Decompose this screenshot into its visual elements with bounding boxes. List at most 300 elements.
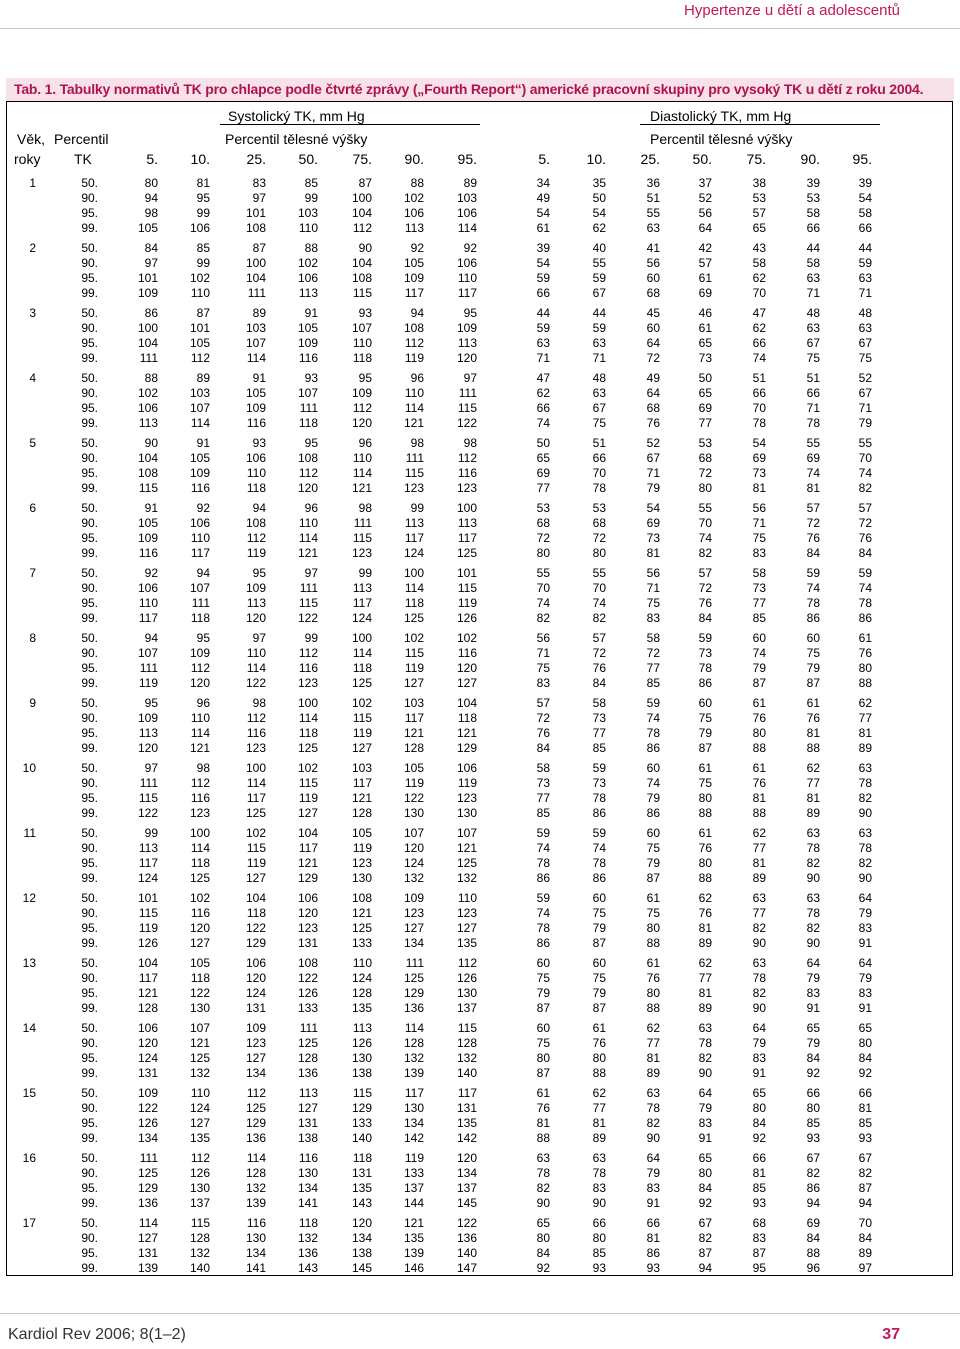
systolic-value-cell: 130	[189, 1001, 210, 1016]
diastolic-value-cell: 88	[858, 676, 872, 691]
bp-percentile-label: 50.	[81, 761, 98, 775]
systolic-value-cell: 107	[351, 321, 372, 336]
diastolic-value-cell: 51	[592, 436, 606, 450]
bp-percentile-label: 50.	[81, 176, 98, 190]
systolic-value-cell: 134	[297, 1181, 318, 1196]
diastolic-value-cell: 49	[646, 371, 660, 385]
diastolic-value-cell: 81	[806, 791, 820, 806]
diastolic-value-cell: 86	[536, 871, 550, 886]
systolic-subtitle: Percentil tělesné výšky	[225, 131, 368, 147]
diastolic-value-cell: 88	[646, 1001, 660, 1016]
systolic-value-cell: 104	[245, 891, 266, 905]
diastolic-value-cell: 82	[858, 1166, 872, 1181]
systolic-value-cell: 111	[247, 286, 266, 301]
systolic-value-cell: 96	[304, 501, 318, 515]
diastolic-value-cell: 66	[806, 221, 820, 236]
systolic-value-cell: 116	[298, 351, 318, 366]
bp-percentile-label: 99.	[81, 1066, 98, 1081]
diastolic-value-cell: 64	[858, 956, 872, 970]
diastolic-value-cell: 94	[698, 1261, 712, 1276]
systolic-value-cell: 101	[189, 321, 210, 336]
diastolic-value-cell: 59	[592, 761, 606, 775]
systolic-value-cell: 104	[245, 271, 266, 286]
diastolic-value-cell: 84	[752, 1116, 766, 1131]
systolic-height-percentile-header: 5.	[146, 151, 158, 167]
systolic-value-cell: 129	[456, 741, 477, 756]
diastolic-value-cell: 86	[646, 806, 660, 821]
diastolic-value-cell: 92	[806, 1066, 820, 1081]
diastolic-value-cell: 84	[536, 1246, 550, 1261]
diastolic-value-cell: 59	[592, 271, 606, 286]
diastolic-value-cell: 82	[646, 1116, 660, 1131]
diastolic-value-cell: 81	[536, 1116, 550, 1131]
age-label: 5	[29, 436, 36, 450]
diastolic-value-cell: 63	[806, 891, 820, 905]
diastolic-value-cell: 63	[858, 321, 872, 336]
systolic-value-cell: 109	[189, 646, 210, 661]
diastolic-value-cell: 82	[536, 611, 550, 626]
systolic-value-cell: 100	[245, 761, 266, 775]
systolic-value-cell: 126	[351, 1036, 372, 1051]
diastolic-value-cell: 45	[646, 306, 660, 320]
diastolic-value-cell: 81	[858, 1101, 872, 1116]
diastolic-value-cell: 79	[806, 661, 820, 676]
systolic-value-cell: 122	[403, 791, 424, 806]
systolic-value-cell: 109	[297, 336, 318, 351]
systolic-value-cell: 95	[463, 306, 477, 320]
systolic-value-cell: 95	[196, 631, 210, 645]
systolic-value-cell: 105	[403, 256, 424, 271]
diastolic-value-cell: 75	[592, 906, 606, 921]
systolic-value-cell: 112	[246, 711, 266, 726]
systolic-value-cell: 116	[457, 466, 477, 481]
systolic-value-cell: 106	[456, 256, 477, 271]
diastolic-value-cell: 56	[646, 256, 660, 271]
diastolic-value-cell: 94	[806, 1196, 820, 1211]
diastolic-value-cell: 91	[646, 1196, 660, 1211]
diastolic-value-cell: 75	[646, 596, 660, 611]
systolic-value-cell: 123	[245, 1036, 266, 1051]
diastolic-value-cell: 93	[752, 1196, 766, 1211]
diastolic-value-cell: 72	[592, 646, 606, 661]
systolic-value-cell: 116	[246, 416, 266, 431]
diastolic-value-cell: 83	[698, 1116, 712, 1131]
systolic-value-cell: 119	[298, 791, 318, 806]
systolic-value-cell: 140	[189, 1261, 210, 1276]
diastolic-value-cell: 54	[752, 436, 766, 450]
diastolic-value-cell: 80	[536, 546, 550, 561]
diastolic-value-cell: 75	[646, 906, 660, 921]
diastolic-value-cell: 39	[858, 176, 872, 190]
diastolic-value-cell: 84	[858, 1231, 872, 1246]
diastolic-value-cell: 83	[858, 921, 872, 936]
systolic-value-cell: 111	[191, 596, 210, 611]
systolic-value-cell: 112	[190, 351, 210, 366]
diastolic-value-cell: 74	[646, 711, 660, 726]
systolic-value-cell: 130	[245, 1231, 266, 1246]
systolic-value-cell: 136	[297, 1246, 318, 1261]
diastolic-value-cell: 71	[592, 351, 606, 366]
diastolic-value-cell: 69	[806, 451, 820, 466]
systolic-value-cell: 115	[138, 481, 158, 496]
diastolic-value-cell: 63	[858, 271, 872, 286]
diastolic-value-cell: 80	[698, 1166, 712, 1181]
diastolic-value-cell: 86	[806, 1181, 820, 1196]
systolic-value-cell: 116	[246, 1216, 266, 1230]
diastolic-value-cell: 58	[806, 206, 820, 221]
systolic-value-cell: 122	[137, 806, 158, 821]
diastolic-value-cell: 88	[592, 1066, 606, 1081]
systolic-value-cell: 119	[352, 841, 372, 856]
diastolic-value-cell: 85	[536, 806, 550, 821]
systolic-value-cell: 95	[304, 436, 318, 450]
bp-percentile-label: 95.	[81, 1051, 98, 1066]
diastolic-value-cell: 89	[592, 1131, 606, 1146]
diastolic-value-cell: 75	[806, 646, 820, 661]
systolic-value-cell: 132	[403, 871, 424, 886]
systolic-value-cell: 123	[297, 921, 318, 936]
diastolic-value-cell: 63	[646, 1086, 660, 1100]
systolic-value-cell: 128	[403, 1036, 424, 1051]
diastolic-value-cell: 91	[698, 1131, 712, 1146]
diastolic-value-cell: 34	[536, 176, 550, 190]
diastolic-value-cell: 48	[858, 306, 872, 320]
percentile-header-line1: Percentil	[54, 131, 109, 147]
systolic-value-cell: 124	[137, 871, 158, 886]
systolic-value-cell: 131	[351, 1166, 372, 1181]
systolic-value-cell: 128	[297, 1051, 318, 1066]
bp-percentile-label: 95.	[81, 791, 98, 806]
systolic-value-cell: 118	[190, 611, 210, 626]
diastolic-value-cell: 62	[752, 271, 766, 286]
diastolic-value-cell: 78	[752, 971, 766, 986]
diastolic-value-cell: 68	[698, 451, 712, 466]
bp-percentile-label: 90.	[81, 191, 98, 206]
systolic-value-cell: 136	[403, 1001, 424, 1016]
diastolic-value-cell: 67	[806, 336, 820, 351]
systolic-value-cell: 132	[297, 1231, 318, 1246]
diastolic-value-cell: 61	[806, 696, 820, 710]
systolic-value-cell: 109	[137, 286, 158, 301]
systolic-value-cell: 143	[351, 1196, 372, 1211]
systolic-value-cell: 87	[252, 241, 266, 255]
systolic-value-cell: 118	[298, 416, 318, 431]
systolic-value-cell: 117	[298, 841, 318, 856]
bp-percentile-label: 50.	[81, 1216, 98, 1230]
diastolic-value-cell: 86	[806, 611, 820, 626]
systolic-value-cell: 110	[298, 221, 318, 236]
diastolic-value-cell: 66	[752, 386, 766, 401]
systolic-value-cell: 129	[403, 986, 424, 1001]
diastolic-value-cell: 93	[646, 1261, 660, 1276]
diastolic-value-cell: 63	[592, 386, 606, 401]
diastolic-value-cell: 75	[806, 351, 820, 366]
diastolic-value-cell: 62	[592, 221, 606, 236]
diastolic-value-cell: 72	[536, 531, 550, 546]
bp-percentile-label: 95.	[81, 596, 98, 611]
age-label: 3	[29, 306, 36, 320]
diastolic-value-cell: 77	[858, 711, 872, 726]
diastolic-value-cell: 60	[646, 761, 660, 775]
systolic-value-cell: 127	[137, 1231, 158, 1246]
bp-percentile-label: 50.	[81, 631, 98, 645]
bp-percentile-label: 50.	[81, 956, 98, 970]
diastolic-value-cell: 61	[698, 321, 712, 336]
systolic-value-cell: 95	[252, 566, 266, 580]
systolic-value-cell: 103	[245, 321, 266, 336]
systolic-value-cell: 117	[404, 711, 424, 726]
systolic-value-cell: 115	[298, 776, 318, 791]
bp-percentile-label: 90.	[81, 321, 98, 336]
systolic-value-cell: 110	[190, 711, 210, 726]
diastolic-value-cell: 71	[858, 286, 872, 301]
systolic-value-cell: 123	[351, 546, 372, 561]
systolic-value-cell: 126	[297, 986, 318, 1001]
diastolic-value-cell: 80	[698, 791, 712, 806]
systolic-value-cell: 102	[245, 826, 266, 840]
page-number: 37	[882, 1326, 900, 1343]
systolic-value-cell: 116	[190, 481, 210, 496]
diastolic-value-cell: 78	[646, 726, 660, 741]
bp-percentile-label: 95.	[81, 1116, 98, 1131]
systolic-value-cell: 126	[189, 1166, 210, 1181]
diastolic-value-cell: 81	[646, 1231, 660, 1246]
diastolic-value-cell: 90	[752, 1001, 766, 1016]
systolic-value-cell: 127	[189, 1116, 210, 1131]
diastolic-value-cell: 75	[698, 776, 712, 791]
bp-percentile-label: 95.	[81, 401, 98, 416]
diastolic-value-cell: 81	[752, 1166, 766, 1181]
systolic-value-cell: 130	[297, 1166, 318, 1181]
diastolic-value-cell: 86	[646, 741, 660, 756]
diastolic-value-cell: 78	[592, 791, 606, 806]
systolic-value-cell: 99	[410, 501, 424, 515]
diastolic-value-cell: 66	[858, 221, 872, 236]
systolic-value-cell: 98	[196, 761, 210, 775]
bp-percentile-label: 99.	[81, 416, 98, 431]
systolic-value-cell: 106	[297, 271, 318, 286]
systolic-value-cell: 88	[410, 176, 424, 190]
diastolic-value-cell: 71	[752, 516, 766, 531]
diastolic-value-cell: 72	[646, 351, 660, 366]
systolic-value-cell: 121	[403, 1216, 424, 1230]
systolic-value-cell: 114	[246, 661, 266, 676]
bp-percentile-label: 95.	[81, 661, 98, 676]
diastolic-value-cell: 79	[646, 1166, 660, 1181]
diastolic-value-cell: 74	[752, 351, 766, 366]
diastolic-value-cell: 58	[646, 631, 660, 645]
systolic-value-cell: 123	[456, 906, 477, 921]
systolic-value-cell: 123	[403, 481, 424, 496]
systolic-value-cell: 128	[245, 1166, 266, 1181]
diastolic-value-cell: 83	[806, 986, 820, 1001]
systolic-value-cell: 131	[137, 1246, 158, 1261]
systolic-value-cell: 135	[403, 1231, 424, 1246]
systolic-value-cell: 118	[352, 351, 372, 366]
systolic-value-cell: 110	[190, 1086, 210, 1100]
diastolic-value-cell: 63	[646, 221, 660, 236]
systolic-value-cell: 102	[137, 386, 158, 401]
diastolic-value-cell: 82	[806, 856, 820, 871]
bp-percentile-label: 90.	[81, 1231, 98, 1246]
systolic-value-cell: 100	[137, 321, 158, 336]
systolic-value-cell: 91	[196, 436, 210, 450]
diastolic-value-cell: 79	[592, 986, 606, 1001]
systolic-value-cell: 113	[457, 516, 477, 531]
systolic-value-cell: 122	[245, 921, 266, 936]
systolic-value-cell: 127	[456, 921, 477, 936]
diastolic-value-cell: 92	[698, 1196, 712, 1211]
systolic-value-cell: 103	[351, 761, 372, 775]
diastolic-value-cell: 44	[858, 241, 872, 255]
systolic-value-cell: 103	[297, 206, 318, 221]
diastolic-value-cell: 60	[536, 1021, 550, 1035]
diastolic-value-cell: 91	[858, 936, 872, 951]
diastolic-value-cell: 79	[646, 481, 660, 496]
diastolic-value-cell: 92	[752, 1131, 766, 1146]
diastolic-value-cell: 81	[698, 986, 712, 1001]
bp-percentile-label: 50.	[81, 436, 98, 450]
systolic-value-cell: 127	[189, 936, 210, 951]
diastolic-value-cell: 53	[592, 501, 606, 515]
bp-percentile-label: 90.	[81, 386, 98, 401]
diastolic-value-cell: 83	[646, 611, 660, 626]
systolic-value-cell: 127	[245, 1051, 266, 1066]
systolic-value-cell: 112	[246, 1086, 266, 1100]
diastolic-value-cell: 62	[752, 321, 766, 336]
diastolic-value-cell: 65	[698, 1151, 712, 1165]
diastolic-value-cell: 81	[646, 546, 660, 561]
systolic-value-cell: 123	[189, 806, 210, 821]
diastolic-value-cell: 65	[858, 1021, 872, 1035]
diastolic-value-cell: 55	[592, 566, 606, 580]
diastolic-value-cell: 66	[536, 401, 550, 416]
diastolic-value-cell: 85	[806, 1116, 820, 1131]
diastolic-value-cell: 51	[806, 371, 820, 385]
systolic-value-cell: 126	[137, 936, 158, 951]
diastolic-value-cell: 76	[806, 711, 820, 726]
systolic-value-cell: 94	[252, 501, 266, 515]
systolic-value-cell: 114	[246, 1151, 266, 1165]
diastolic-value-cell: 79	[646, 791, 660, 806]
diastolic-value-cell: 75	[752, 531, 766, 546]
diastolic-value-cell: 86	[698, 676, 712, 691]
systolic-value-cell: 139	[403, 1246, 424, 1261]
diastolic-value-cell: 77	[646, 1036, 660, 1051]
systolic-value-cell: 113	[352, 1021, 372, 1035]
systolic-value-cell: 108	[137, 466, 158, 481]
systolic-value-cell: 128	[137, 1001, 158, 1016]
diastolic-value-cell: 55	[858, 436, 872, 450]
systolic-value-cell: 104	[137, 451, 158, 466]
diastolic-value-cell: 82	[698, 546, 712, 561]
diastolic-value-cell: 86	[592, 871, 606, 886]
systolic-value-cell: 129	[297, 871, 318, 886]
systolic-value-cell: 132	[189, 1246, 210, 1261]
diastolic-value-cell: 64	[858, 891, 872, 905]
diastolic-value-cell: 87	[592, 936, 606, 951]
diastolic-value-cell: 74	[698, 531, 712, 546]
diastolic-value-cell: 83	[752, 546, 766, 561]
diastolic-value-cell: 80	[592, 546, 606, 561]
age-label: 9	[29, 696, 36, 710]
systolic-value-cell: 132	[456, 871, 477, 886]
systolic-value-cell: 127	[245, 871, 266, 886]
diastolic-value-cell: 72	[646, 646, 660, 661]
systolic-value-cell: 114	[190, 726, 210, 741]
systolic-value-cell: 130	[403, 1101, 424, 1116]
percentile-header-line2: TK	[74, 151, 92, 167]
diastolic-value-cell: 84	[806, 1051, 820, 1066]
diastolic-value-cell: 68	[646, 401, 660, 416]
systolic-value-cell: 134	[245, 1066, 266, 1081]
systolic-value-cell: 131	[297, 1116, 318, 1131]
diastolic-value-cell: 73	[698, 646, 712, 661]
age-label: 2	[29, 241, 36, 255]
diastolic-value-cell: 55	[698, 501, 712, 515]
diastolic-value-cell: 74	[592, 841, 606, 856]
diastolic-value-cell: 81	[592, 1116, 606, 1131]
systolic-value-cell: 124	[137, 1051, 158, 1066]
bp-percentile-label: 50.	[81, 566, 98, 580]
diastolic-value-cell: 77	[536, 481, 550, 496]
bp-percentile-label: 90.	[81, 971, 98, 986]
systolic-value-cell: 117	[404, 1086, 424, 1100]
systolic-value-cell: 111	[139, 351, 158, 366]
diastolic-value-cell: 80	[536, 1231, 550, 1246]
diastolic-value-cell: 64	[698, 221, 712, 236]
diastolic-value-cell: 65	[536, 451, 550, 466]
diastolic-value-cell: 61	[752, 761, 766, 775]
bp-percentile-label: 50.	[81, 241, 98, 255]
systolic-value-cell: 107	[137, 646, 158, 661]
diastolic-value-cell: 90	[806, 871, 820, 886]
diastolic-value-cell: 89	[752, 871, 766, 886]
diastolic-value-cell: 68	[536, 516, 550, 531]
diastolic-value-cell: 58	[592, 696, 606, 710]
systolic-value-cell: 114	[190, 416, 210, 431]
systolic-value-cell: 92	[144, 566, 158, 580]
diastolic-subtitle: Percentil tělesné výšky	[650, 131, 793, 147]
systolic-value-cell: 110	[246, 646, 266, 661]
diastolic-value-cell: 87	[646, 871, 660, 886]
age-label: 14	[22, 1021, 36, 1035]
systolic-value-cell: 105	[297, 321, 318, 336]
systolic-value-cell: 125	[403, 611, 424, 626]
diastolic-value-cell: 53	[806, 191, 820, 206]
diastolic-value-cell: 94	[858, 1196, 872, 1211]
diastolic-value-cell: 82	[858, 481, 872, 496]
systolic-value-cell: 122	[456, 1216, 477, 1230]
diastolic-value-cell: 71	[806, 401, 820, 416]
systolic-value-cell: 119	[246, 546, 266, 561]
diastolic-value-cell: 68	[592, 516, 606, 531]
bp-percentile-label: 90.	[81, 646, 98, 661]
systolic-value-cell: 112	[246, 531, 266, 546]
systolic-value-cell: 134	[137, 1131, 158, 1146]
systolic-value-cell: 95	[196, 191, 210, 206]
diastolic-value-cell: 70	[858, 451, 872, 466]
systolic-value-cell: 144	[403, 1196, 424, 1211]
systolic-value-cell: 125	[245, 1101, 266, 1116]
systolic-value-cell: 91	[144, 501, 158, 515]
systolic-value-cell: 106	[137, 581, 158, 596]
diastolic-value-cell: 66	[752, 1151, 766, 1165]
age-label: 8	[29, 631, 36, 645]
diastolic-value-cell: 86	[592, 806, 606, 821]
diastolic-value-cell: 69	[646, 516, 660, 531]
diastolic-value-cell: 54	[646, 501, 660, 515]
